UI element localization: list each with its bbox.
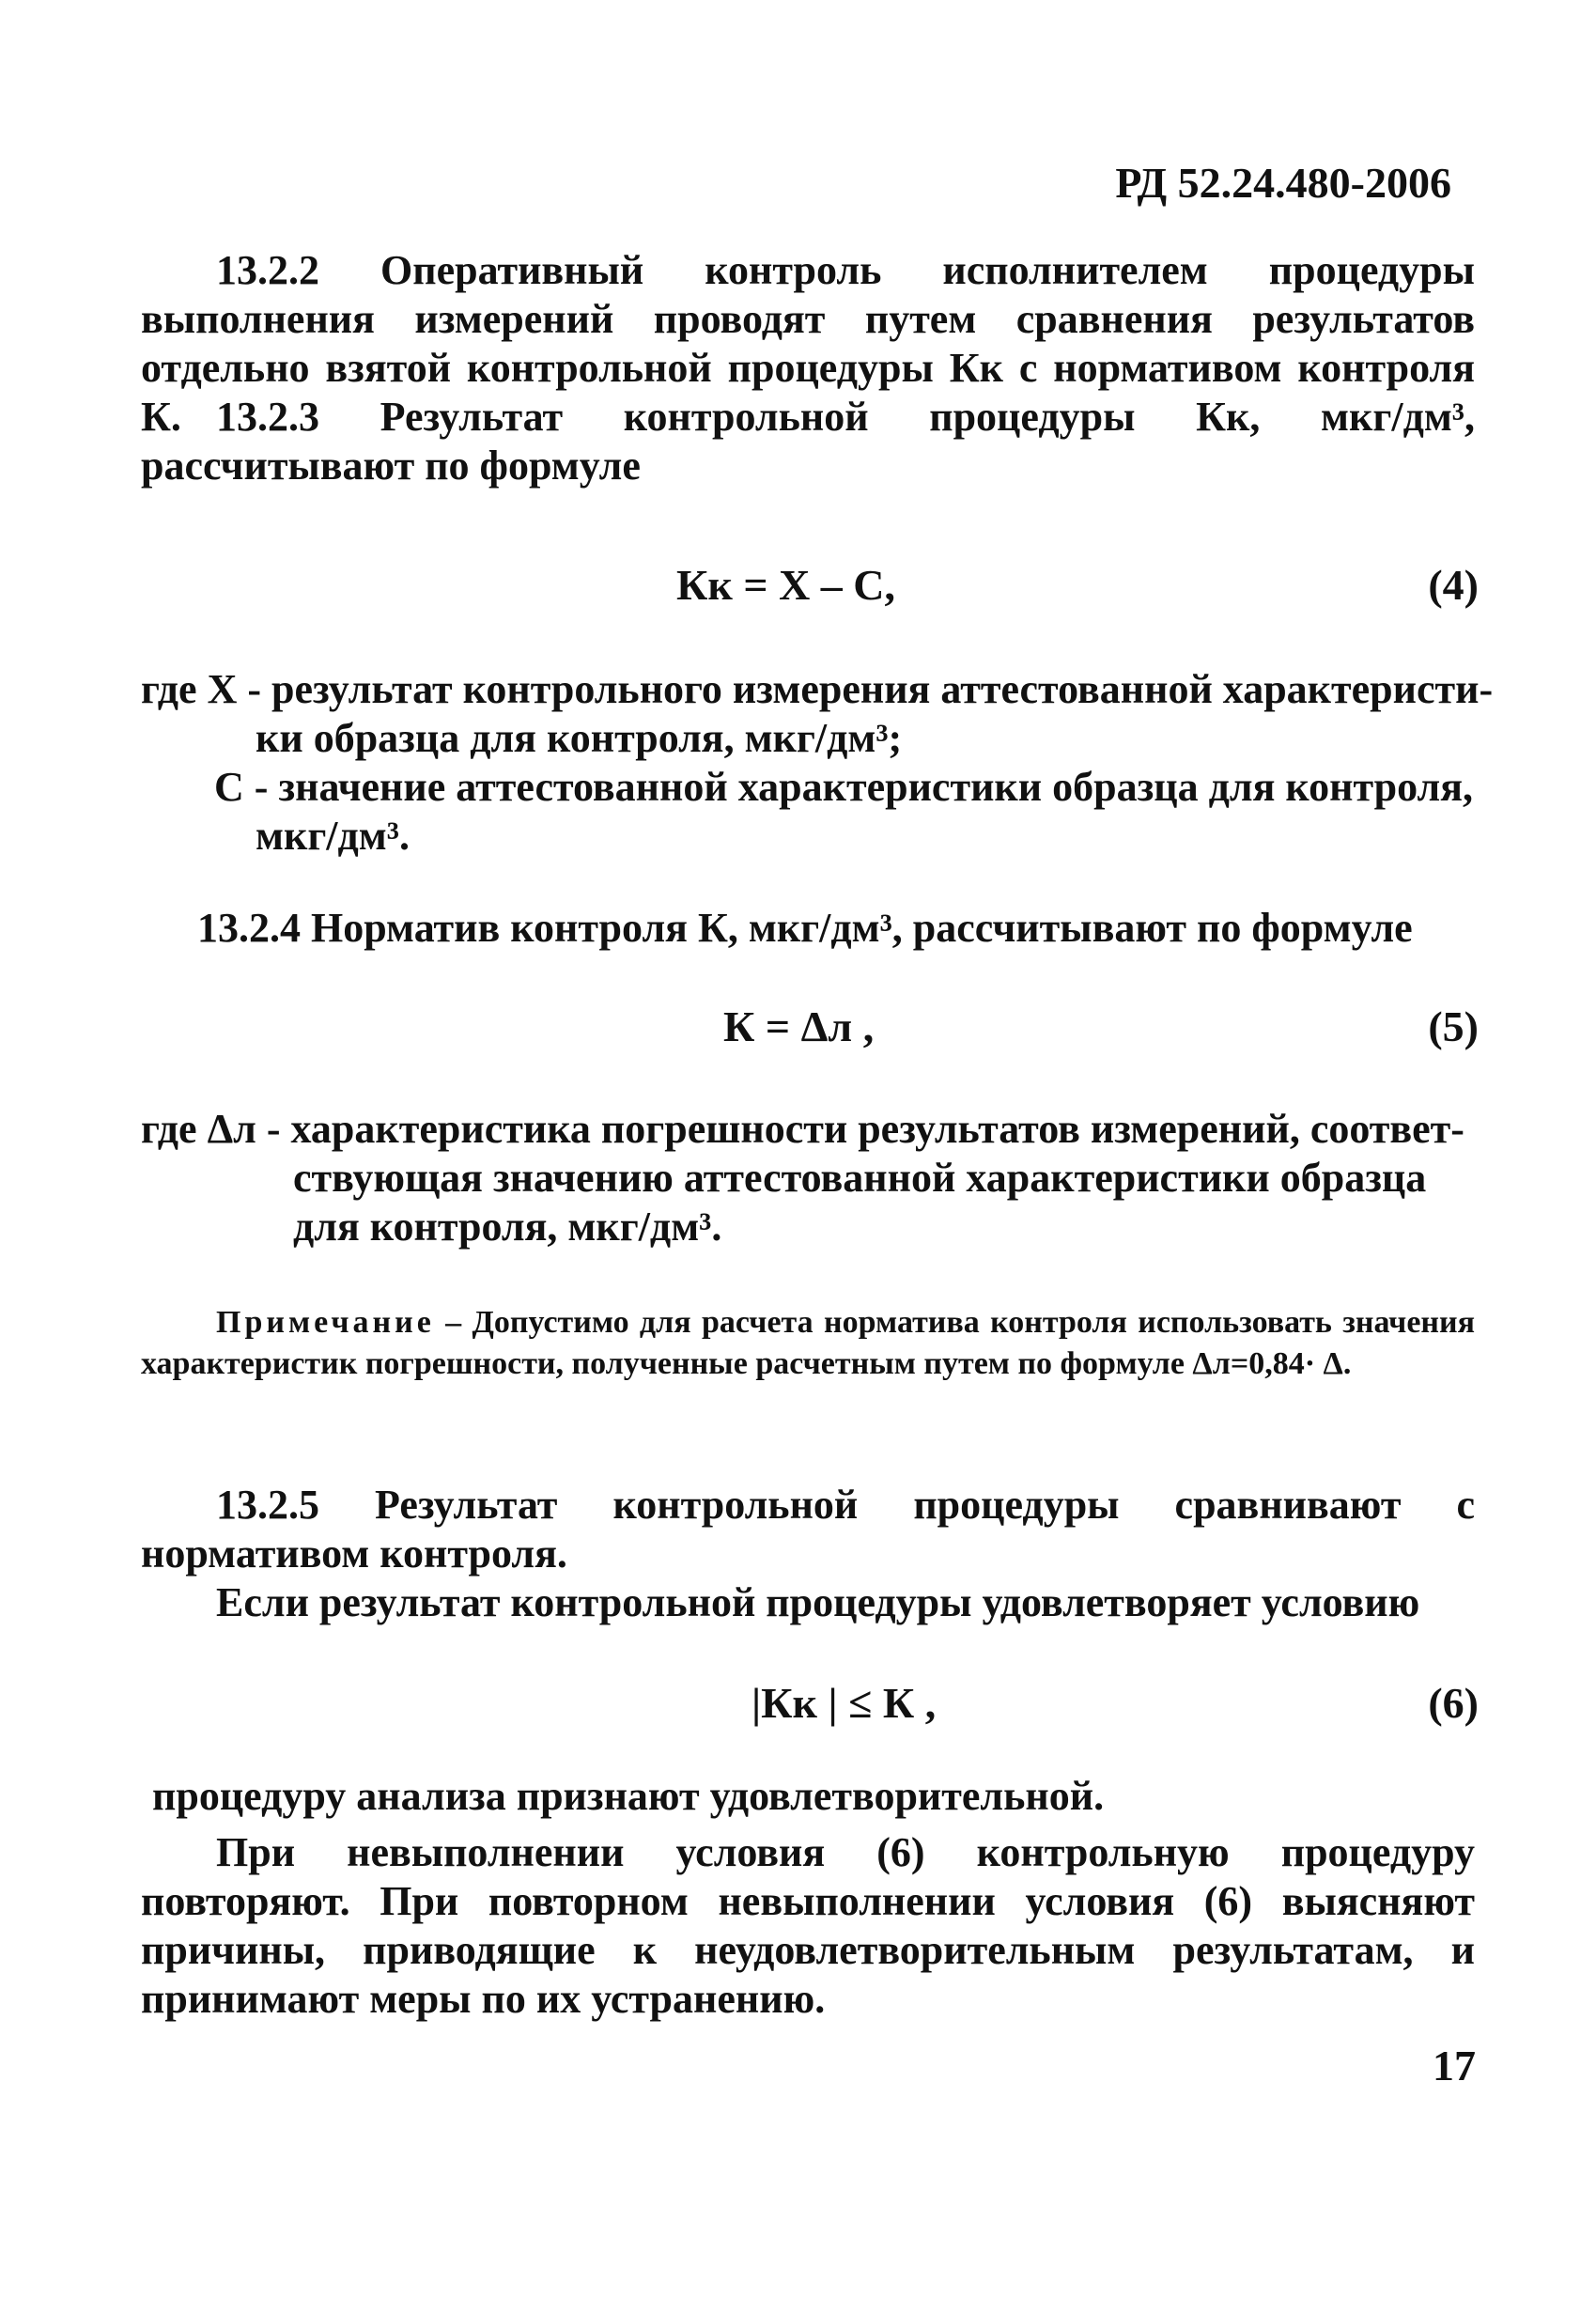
paragraph-13-2-5: 13.2.5 Результат контрольной процедуры сравнивают с нормативом контроля.	[141, 1482, 1475, 1577]
where-c-row	[214, 763, 1473, 812]
where-delta-text: характеристика погрешности результатов измерений, соответ-	[290, 1106, 1464, 1152]
where-delta-lead: где Δл -	[141, 1106, 291, 1152]
note-text: – Допустимо для расчета норматива контроля использовать значения характеристик погрешности, полученные расчетным путем по формуле Δл=0,84· Δ.	[141, 1305, 1475, 1381]
paragraph-if-condition: Если результат контрольной процедуры удовлетворяет условию	[216, 1579, 1420, 1625]
where-x-text: результат контрольного измерения аттестованной характеристи-	[271, 666, 1494, 712]
paragraph-13-2-3: 13.2.3 Результат контрольной процедуры Кк, мкг/дм³, рассчитывают по формуле	[141, 394, 1475, 489]
paragraph-repeat: При невыполнении условия (6) контрольную процедуру повторяют. При повторном невыполнении условия (6) выясняют причины, приводящие к неудовлетворительным результатам, и принимают меры по их устранению.	[141, 1829, 1475, 2022]
paragraph-accept: процедуру анализа признают удовлетворительной.	[152, 1773, 1105, 1819]
where-c-continuation: мкг/дм³.	[256, 813, 410, 859]
where-c-text: значение аттестованной характеристики образца для контроля,	[278, 764, 1474, 810]
where-x-continuation: ки образца для контроля, мкг/дм³;	[256, 715, 903, 761]
note-label: Примечание	[216, 1305, 435, 1340]
where-delta-row	[141, 1105, 1464, 1154]
formula-6: |Кк | ≤ К ,	[752, 1679, 937, 1727]
page-number: 17	[1433, 2042, 1476, 2089]
formula-6-number: (6)	[1428, 1679, 1479, 1727]
document-code: РД 52.24.480-2006	[1115, 159, 1451, 207]
formula-4: Кк = Х – С,	[676, 561, 896, 609]
where-x-row	[141, 665, 1493, 714]
where-c-lead: С -	[214, 764, 279, 810]
formula-5: К = Δл ,	[723, 1002, 875, 1050]
where-delta-continuation-1: ствующая значению аттестованной характеристики образца	[293, 1155, 1427, 1201]
paragraph-13-2-4: 13.2.4 Норматив контроля К, мкг/дм³, рассчитывают по формуле	[197, 905, 1413, 951]
formula-5-number: (5)	[1428, 1002, 1479, 1050]
formula-4-number: (4)	[1428, 561, 1479, 609]
where-x-lead: где Х -	[141, 666, 272, 712]
paragraph-13-2-2: 13.2.2 Оперативный контроль исполнителем процедуры выполнения измерений проводят путем сравнения результатов отдельно взятой контрольной процедуры Кк с нормативом контроля К.	[141, 247, 1475, 440]
note	[141, 1302, 1475, 1385]
where-delta-continuation-2: для контроля, мкг/дм³.	[293, 1204, 722, 1250]
